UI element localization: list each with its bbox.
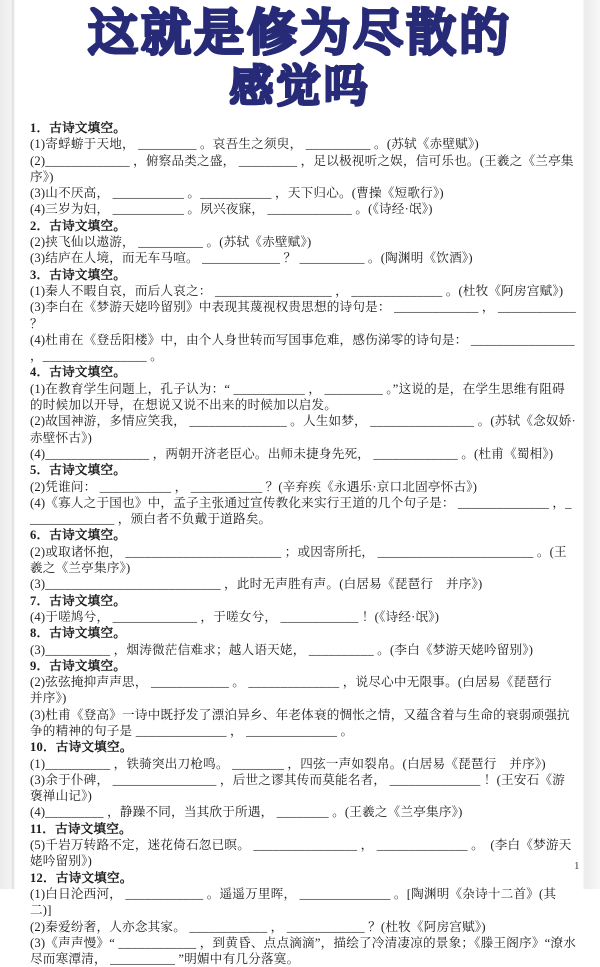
question-3-item-2: (3)李白在《梦游天姥吟留别》中表现其蔑视权贵思想的诗句是： _____________ ， ____________ ？: [30, 300, 580, 331]
question-12-item-2: (2)秦爱纷奢，人亦念其家。 ____________ ， ____________ ？(杜牧《阿房宫赋》): [30, 919, 486, 934]
question-2: [30, 218, 576, 267]
question-5: [30, 462, 576, 527]
page-title-line-2: 感觉吗: [229, 61, 371, 112]
question-4-item-2: (2)故国神游，多情应笑我， _______________ 。人生如梦， ________________ 。(苏轼《念奴娇·赤壁怀古》): [30, 414, 576, 445]
question-1-item-3: (3)山不厌高， ___________ 。___________ ，天下归心。(曹操《短歌行》): [30, 186, 444, 201]
question-6-item-2: (3)___________________________ ，此时无声胜有声。(白居易《琵琶行 并序》): [30, 577, 483, 592]
question-2-item-2: (3)结庐在人境，而无车马喧。 ____________ ？ __________ 。(陶渊明《饮酒》): [30, 251, 473, 266]
question-3-item-1: (1)秦人不暇自哀，而后人哀之： __________________ ， ______________ 。(杜牧《阿房宫赋》): [30, 283, 564, 298]
worksheet-body: [30, 120, 580, 967]
question-7: [30, 593, 576, 626]
question-5-heading: 5．古诗文填空。: [30, 463, 127, 478]
question-8: [30, 625, 576, 658]
question-11-heading: 11．古诗文填空。: [30, 821, 132, 836]
question-2-heading: 2．古诗文填空。: [30, 218, 127, 233]
question-2-item-1: (2)挟飞仙以遨游， __________ 。(苏轼《赤壁赋》): [30, 235, 312, 250]
question-12-heading: 12．古诗文填空。: [30, 870, 133, 885]
page-title: [0, 0, 600, 111]
question-11: [30, 821, 576, 870]
question-8-heading: 8．古诗文填空。: [30, 626, 127, 641]
question-1: [30, 120, 576, 218]
question-10-item-3: (4)_________ ，静躁不同，当其欣于所遇， ________ 。(王羲之《兰亭集序》): [30, 805, 463, 820]
question-10-item-1: (1)__________ ，铁骑突出刀枪鸣。 ________ ，四弦一声如裂帛。(白居易《琵琶行 并序》): [30, 756, 546, 771]
question-6-heading: 6．古诗文填空。: [30, 528, 127, 543]
question-1-item-2: (2)_____________ ，俯察品类之盛， _________ ，足以极视听之娱，信可乐也。(王羲之《兰亭集序》): [30, 153, 574, 184]
question-1-item-1: (1)寄蜉蝣于天地， _________ 。哀吾生之须臾， __________ 。(苏轼《赤壁赋》): [30, 137, 479, 152]
question-11-item-1: (5)千岩万转路不定，迷花倚石忽已暝。 ________________ ， ______________ 。 (李白《梦游天姥吟留别》): [30, 838, 572, 869]
page-title-line-1: 这就是修为尽散的: [88, 4, 512, 62]
question-7-heading: 7．古诗文填空。: [30, 593, 127, 608]
question-9-heading: 9．古诗文填空。: [30, 658, 127, 673]
question-1-item-4: (4)三岁为妇， ___________ 。夙兴夜寐， _____________ 。(《诗经·氓》): [30, 202, 433, 217]
question-4-heading: 4．古诗文填空。: [30, 365, 127, 380]
question-12: [30, 870, 576, 967]
question-12-item-3: (3)《声声慢》“ ____________ ，到黄昏、点点滴滴”，描绘了冷清凄凉的景象；《滕王阁序》“潦水尽而寒潭清， __________ ”明媚中有几分落寞。: [30, 935, 577, 967]
question-4-item-3: (4)________________ ，两朝开济老臣心。出师未捷身先死， _____________ 。(杜甫《蜀相》): [30, 446, 554, 461]
question-1-heading: 1．古诗文填空。: [30, 121, 127, 135]
page-number: 1: [574, 860, 580, 872]
question-6-item-1: (2)或取诸怀抱， ________________________ ；或因寄所托， ________________________ 。(王羲之《兰亭集序》): [30, 544, 567, 576]
question-4: [30, 364, 576, 462]
question-6: [30, 527, 576, 592]
question-12-item-1: (1)白日沦西河， ____________ 。遥遥万里晖， ______________ 。[陶渊明《杂诗十二首》(其二)]: [30, 886, 557, 918]
question-5-item-1: (2)凭谁问： ___________ ， ___________ ？(辛弃疾《永遇乐·京口北固亭怀古》): [30, 479, 478, 494]
question-4-item-1: (1)在教育学生问题上，孔子认为：“ ___________ ， _________ 。”这说的是，在学生思维有阻碍的时候加以开导，在想说又说不出来的时候加以启发。: [30, 381, 565, 413]
question-7-item-1: (4)于嗟鸠兮， _____________ ，于嗟女兮， ____________ ！(《诗经·氓》): [30, 609, 440, 624]
question-9: [30, 658, 576, 739]
question-9-item-1: (2)弦弦掩抑声声思， ____________ 。 ______________ ，说尽心中无限事。(白居易《琵琶行 并序》): [30, 675, 565, 706]
question-10: [30, 739, 576, 820]
question-8-item-1: (3)__________ ，烟涛微茫信难求；越人语天姥， __________ 。(李白《梦游天姥吟留别》): [30, 642, 534, 657]
question-9-item-2: (3)杜甫《登高》一诗中既抒发了漂泊异乡、年老体衰的惆怅之情，又蕴含着与生命的衰弱顽强抗争的精神的句子是 ______________ ， ______________ 。: [30, 707, 570, 738]
question-3-heading: 3．古诗文填空。: [30, 267, 127, 282]
question-10-heading: 10．古诗文填空。: [30, 740, 133, 755]
question-5-item-2: (4)《寡人之于国也》中，孟子主张通过宣传教化来实行王道的几个句子是： ______________ ，______________ ，颁白者不负戴于道路矣。: [30, 495, 572, 527]
question-10-item-2: (3)余于仆碑， ________________ ，后世之谬其传而莫能名者， ______________ ！(王安石《游褒禅山记》): [30, 772, 566, 804]
question-3: [30, 267, 580, 365]
question-3-item-3: (4)杜甫在《登岳阳楼》中，由个人身世转而写国事危难，感伤涕零的诗句是： ________________ ，________________ 。: [30, 332, 579, 364]
